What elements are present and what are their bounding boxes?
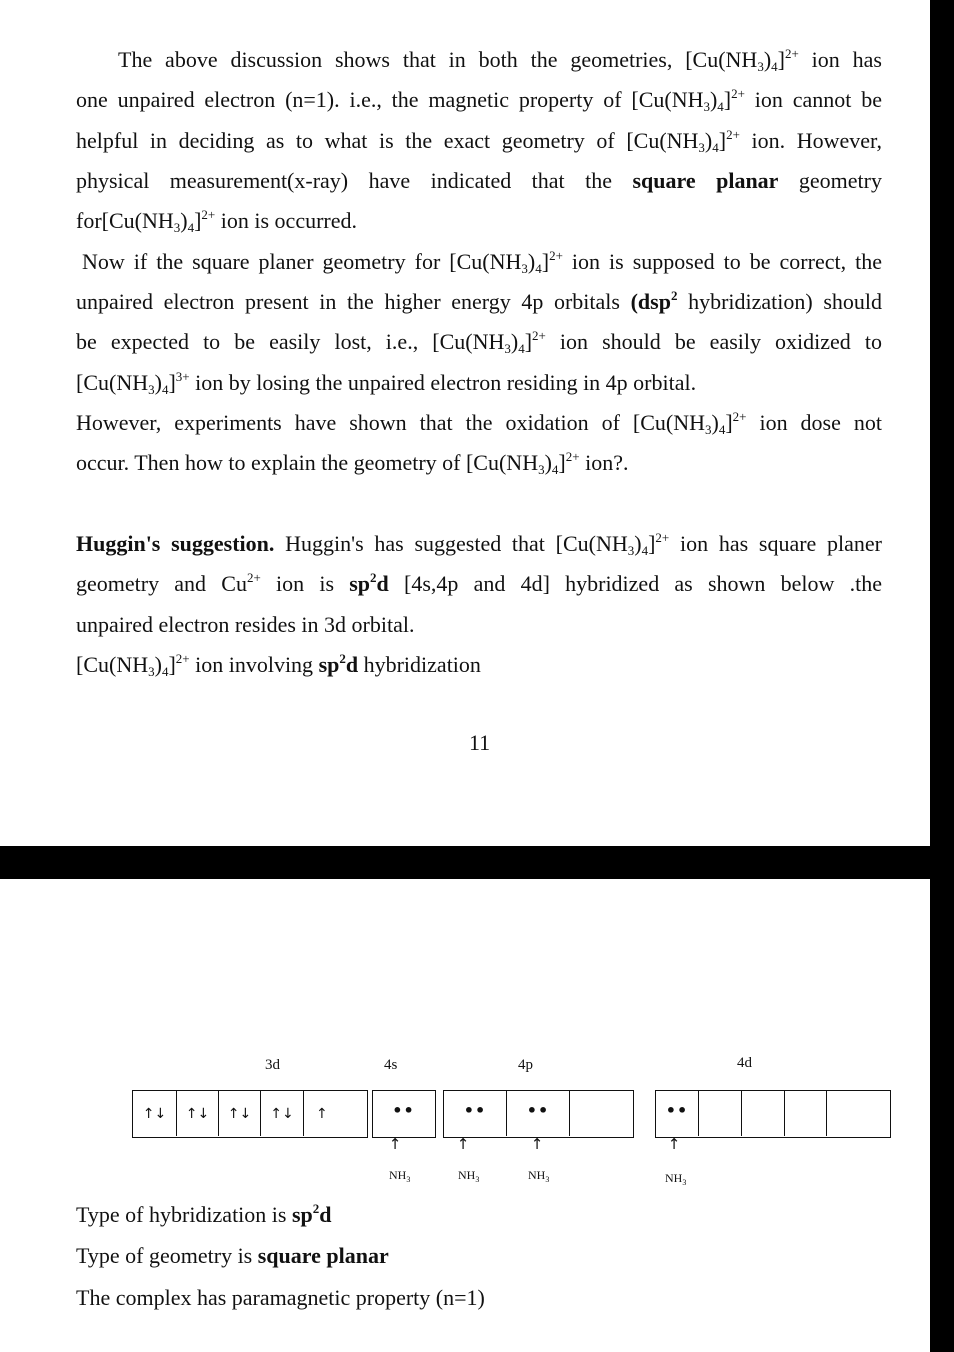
electron-pair: •• xyxy=(665,1101,689,1120)
paragraph-1-line-3: helpful in deciding as to what is the exact geometry of $[Cu(NH_3)_4]^{2+}$ ion. However, xyxy=(76,127,882,155)
ligand-arrow: ↑ xyxy=(388,1135,402,1153)
geometry-type-line: Type of geometry is square planar xyxy=(76,1243,389,1268)
huggins-line-1: Huggin's suggestion. Huggin's has suggested that $[Cu(NH_3)_4]^{2+}$ ion has square planer xyxy=(76,530,883,558)
huggins-line-4: $[Cu(NH_3)_4]^{2+}$ ion involving $sp^2d$ hybridization xyxy=(76,651,481,679)
orbital-3d-cell: ↑↓ xyxy=(261,1091,304,1136)
paragraph-2-line-4: $[Cu(NH_3)_4]^{3+}$ ion by losing the unpaired electron residing in 4p orbital. xyxy=(76,369,697,397)
label-4s: 4s xyxy=(384,1057,398,1073)
orbital-4d-cell xyxy=(785,1091,827,1136)
paragraph-1-line-1: The above discussion shows that in both the geometries, $[Cu(NH_3)_4]^{2+}$ ion has xyxy=(118,46,882,74)
paragraph-2-line-3: be expected to be easily lost, i.e., $[Cu(NH_3)_4]^{2+}$ ion should be easily oxidized to xyxy=(76,328,882,356)
electron-pair: •• xyxy=(526,1101,550,1120)
electron-pair: •• xyxy=(463,1101,487,1120)
orbital-4d-cell xyxy=(742,1091,785,1136)
ligand-nh3-label: $NH_3$ xyxy=(389,1168,411,1184)
huggins-line-2: geometry and $Cu^{2+}$ ion is $sp^2d$ [4s,4p and 4d] hybridized as shown below .the xyxy=(76,570,882,596)
orbital-4d-group xyxy=(655,1090,891,1138)
orbital-4p-cell xyxy=(570,1091,632,1136)
huggins-line-3: unpaired electron resides in 3d orbital. xyxy=(76,612,415,637)
orbital-4p-group xyxy=(443,1090,634,1138)
ligand-arrow: ↑ xyxy=(456,1135,470,1153)
orbital-4s-group xyxy=(372,1090,436,1138)
ligand-nh3-label: $NH_3$ xyxy=(458,1168,480,1184)
orbital-4d-cell xyxy=(699,1091,742,1136)
orbital-4d-cell xyxy=(656,1091,699,1136)
page-separator-bar xyxy=(0,846,954,879)
orbital-3d-cell: ↑↓ xyxy=(219,1091,261,1136)
orbital-3d-cell: ↑↓ xyxy=(177,1091,219,1136)
ligand-arrow: ↑ xyxy=(667,1135,681,1153)
paragraph-3-line-2: occur. Then how to explain the geometry of $[Cu(NH_3)_4]^{2+}$ ion?. xyxy=(76,449,629,477)
label-4p: 4p xyxy=(518,1057,533,1073)
paragraph-1-line-2: one unpaired electron (n=1). i.e., the magnetic property of $[Cu(NH_3)_4]^{2+}$ ion cannot be xyxy=(76,86,882,114)
ligand-nh3-label: $NH_3$ xyxy=(665,1171,687,1187)
orbital-4p-cell xyxy=(507,1091,570,1136)
paragraph-1-line-4: physical measurement(x-ray) have indicated that the square planar geometry xyxy=(76,168,882,193)
paragraph-2-line-1: Now if the square planer geometry for $[Cu(NH_3)_4]^{2+}$ ion is supposed to be correct, the xyxy=(82,248,882,276)
label-3d: 3d xyxy=(265,1057,280,1073)
electron-pair: •• xyxy=(392,1101,415,1120)
orbital-3d-cell: ↑ xyxy=(316,1105,328,1122)
orbital-4p-cell xyxy=(444,1091,507,1136)
hybridization-type-line: Type of hybridization is $sp^2d$ xyxy=(76,1201,332,1227)
right-edge-bar xyxy=(930,0,954,1352)
paragraph-1-line-5: $for[Cu(NH_3)_4]^{2+}$ ion is occurred. xyxy=(76,207,357,235)
paramagnetic-line: The complex has paramagnetic property (n=1) xyxy=(76,1285,485,1310)
paragraph-2-line-2: unpaired electron present in the higher energy 4p orbitals (dsp$^2$ hybridization) should xyxy=(76,288,883,314)
orbital-4d-cell xyxy=(827,1091,889,1136)
ligand-arrow: ↑ xyxy=(530,1135,544,1153)
label-4d: 4d xyxy=(737,1055,752,1071)
page-number: 11 xyxy=(469,730,491,755)
orbital-4s-cell xyxy=(373,1091,434,1136)
orbital-3d-cell: ↑↓ xyxy=(133,1091,177,1136)
paragraph-3-line-1: However, experiments have shown that the oxidation of $[Cu(NH_3)_4]^{2+}$ ion dose not xyxy=(76,409,882,437)
ligand-nh3-label: $NH_3$ xyxy=(528,1168,550,1184)
orbital-3d-group xyxy=(132,1090,368,1138)
